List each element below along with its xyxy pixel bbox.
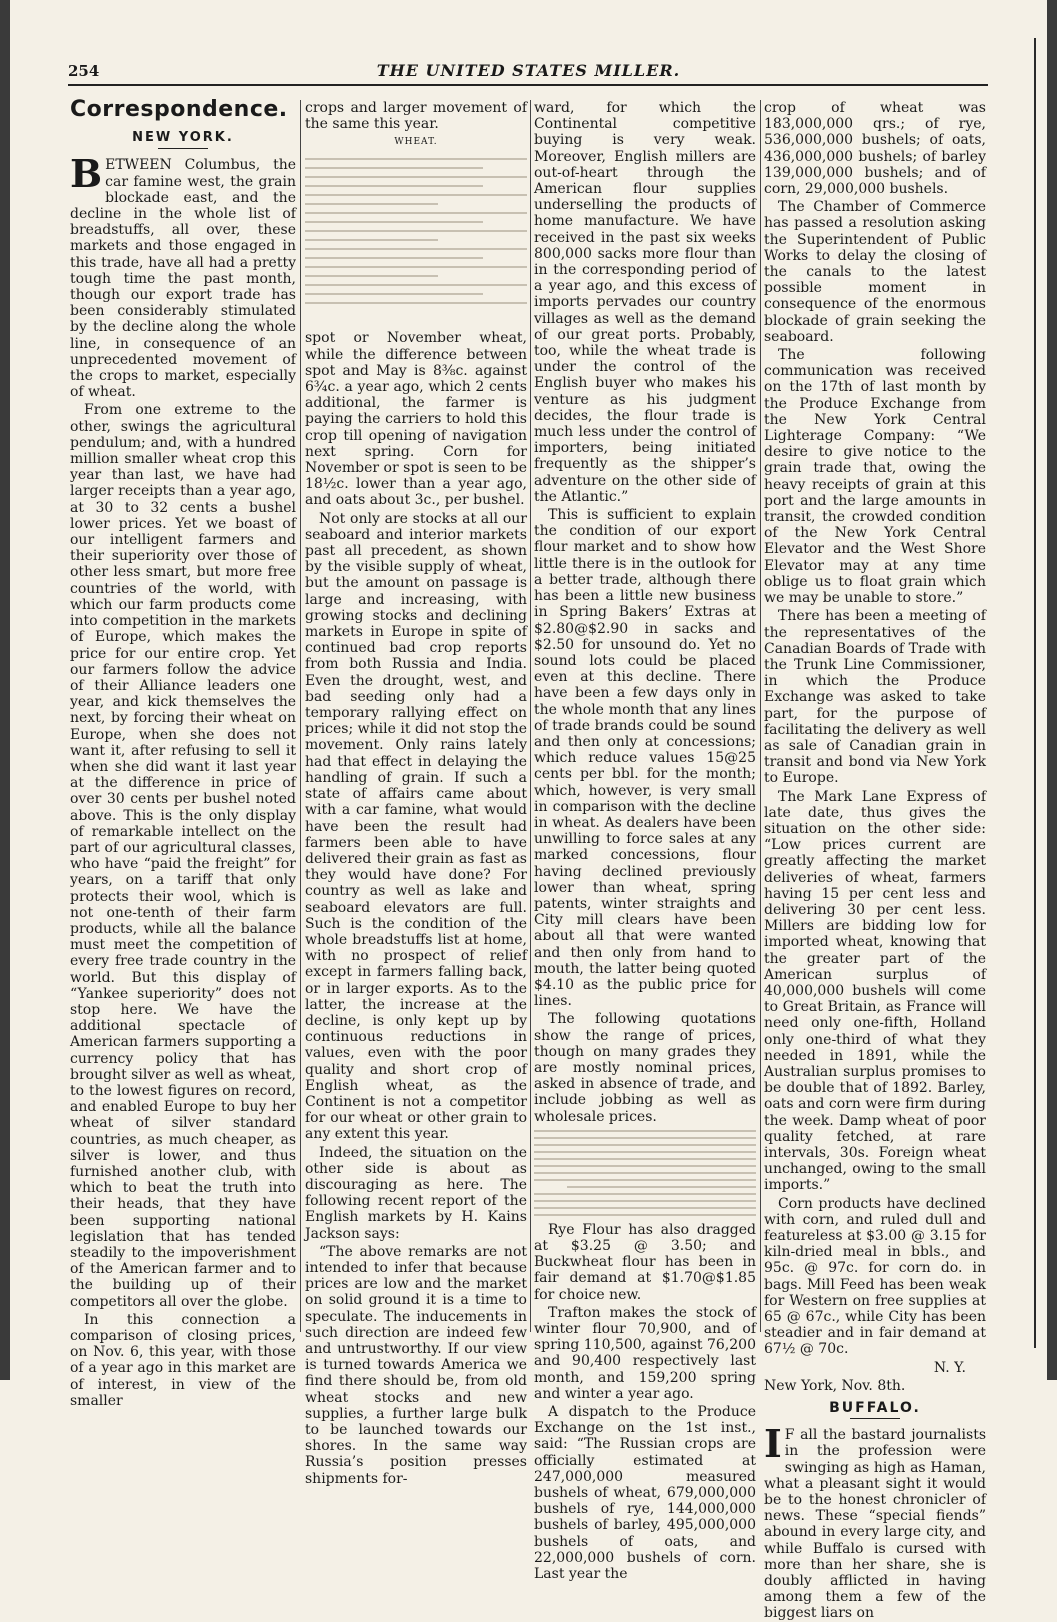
paragraph: In this connection a comparison of closing prices, on Nov. 6, this year, with those of a year ago in this market are of interest, in view of the smaller (70, 1311, 296, 1409)
paragraph: The following communication was received on the 17th of last month by the Produce Exchange from the New York Central Lighterage Company: “We desire to give notice to the grain trade that, owing the heavy receipts of grain at this port and the large amounts in transit, the crowded condition of the New York Central Elevator and the West Shore Elevator may at any time oblige us to float grain which we may be unable to store.” (764, 347, 986, 607)
column-rule (760, 100, 761, 1332)
drop-cap: I (764, 1421, 782, 1467)
paragraph: There has been a meeting of the representatives of the Canadian Boards of Trade with the Trunk Line Commissioner, in which the Produce Exchange was asked to take part, for the purpose of facilitating the delivery as well as sale of Canadian grain in transit and bond via New York to Europe. (764, 608, 986, 787)
paragraph: A dispatch to the Produce Exchange on the 1st inst., said: “The Russian crops are officially estimated at 247,000,000 measured bushels of wheat, 679,000,000 bushels of rye, 144,000,000 bushels of barley, 495,000,000 bushels of oats, and 22,000,000 bushels of corn. Last year the (534, 1404, 756, 1583)
column-4 (764, 100, 986, 1622)
flour-quotation-table (534, 1130, 756, 1216)
masthead-title: THE UNITED STATES MILLER. (376, 61, 681, 80)
column-rule (300, 100, 301, 1332)
page-number: 254 (68, 62, 100, 80)
paragraph: The following quotations show the range of prices, though on many grades they are mostly nominal prices, asked in absence of trade, and include jobbing as well as wholesale prices. (534, 1011, 756, 1125)
paragraph: Corn products have declined with corn, and ruled dull and featureless at $3.00 @ 3.15 for kiln-dried meal in bbls., and 95c. @ 97c. for corn do. in bags. Mill Feed has been weak for Western on free supplies at 65 @ 67c., while City has been steadier and in fair demand at 67½ @ 70c. (764, 1195, 986, 1358)
scan-edge-left (0, 0, 10, 1380)
paragraph: This is sufficient to explain the condition of our export flour market and to show how little there is in the outlook for a better trade, although there has been a little new business in Spring Bakers’ Extras at $2.80@$2.90 in sacks and $2.50 for unsound do. Yet no sound lots could be placed even at this decline. There have been a few days only in the whole month that any lines of trade brands could be sound and then only at concessions; which reduce values 15@25 cents per bbl. for the month; which, however, is very small in comparison with the decline in wheat. As dealers have been unwilling to force sales at any marked concessions, flour having declined previously lower than wheat, spring patents, winter straights and City mill clears have been about all that were wanted and then only from hand to mouth, the latter being quoted $4.10 as the public price for lines. (534, 507, 756, 1010)
paragraph: crop of wheat was 183,000,000 qrs.; of rye, 536,000,000 bushels; of oats, 436,000,000 bushels; of barley 139,000,000 bushels; and of corn, 29,000,000 bushels. (764, 100, 986, 198)
subsection-rule (158, 148, 208, 149)
page-border-rule (1034, 38, 1036, 1348)
table-heading: WHEAT. (394, 137, 438, 148)
paragraph: Rye Flour has also dragged at $3.25 @ 3.50; and Buckwheat flour has been in fair demand at $1.70@$1.85 for choice new. (534, 1221, 756, 1303)
subsection-title: BUFFALO. (829, 1400, 921, 1417)
scan-edge-right (1047, 0, 1057, 1380)
paragraph: Trafton makes the stock of winter flour 70,900, and of spring 110,500, against 76,200 and 90,400 respectively last month, and 159,200 spring and winter a year ago. (534, 1304, 756, 1402)
paragraph: The Chamber of Commerce has passed a resolution asking the Superintendent of Public Works to delay the closing of the canals to the latest possible moment in consequence of the enormous blockade of grain seeking the seaboard. (764, 199, 986, 345)
column-1 (70, 97, 296, 1409)
paragraph: From one extreme to the other, swings the agricultural pendulum; and, with a hundred million smaller wheat crop this year than last, we have had larger receipts than a year ago, at 30 to 32 cents a bushel lower prices. Yet we boast of our intelligent farmers and their superiority over those of other less smart, but more free countries of the world, with which our farm products come into competition in the markets of Europe, which makes the price for our entire crop. Yet our farmers follow the advice of their Alliance leaders one year, and kick themselves the next, by forcing their wheat on Europe, when she does not want it, after refusing to sell it when she did want it last year at the difference in price of over 30 cents per bushel noted above. This is the only display of remarkable intellect on the part of our agricultural classes, who have “paid the freight” for years, on a tariff that only protects their wool, which is not one-tenth of their farm products, while all the balance must meet the competition of every free trade country in the world. But this display of “Yankee superiority” does not stop here. We have the additional spectacle of American farmers supporting a currency policy that has brought silver as well as wheat, to the lowest figures on record, and enabled Europe to buy her wheat of silver standard countries, as much cheaper, as silver is lower, and thus furnished another club, with which to beat the truth into their heads, that they have been supporting national legislation that has tended steadily to the impoverishment of the American farmer and to the building up of their competitors all over the globe. (70, 402, 296, 1310)
column-3 (534, 100, 756, 1583)
paragraph: spot or November wheat, while the difference between spot and May is 8⅜c. against 6¾c. a year ago, which 2 cents additional, the farmer is paying the carriers to hold this crop till opening of navigation next spring. Corn for November or spot is seen to be 18½c. lower than a year ago, and oats about 3c., per bushel. (305, 330, 527, 509)
section-title: Correspondence. (70, 97, 288, 122)
paragraph: BETWEEN Columbus, the car famine west, the grain blockade east, and the decline in the whole list of breadstuffs, all over, these markets and those engaged in this trade, have all had a pretty tough time the past month, though our export trade has been considerably stimulated by the decline along the whole line, in consequence of an unprecedented movement of the crops to market, especially of wheat. (70, 151, 296, 401)
subsection-title: NEW YORK. (132, 130, 234, 146)
subsection-rule (850, 1418, 900, 1419)
paragraph: crops and larger movement of the same this year. (305, 100, 527, 133)
paragraph: Not only are stocks at all our seaboard and interior markets past all precedent, as shown by the visible supply of wheat, but the amount on passage is large and increasing, with growing stocks and declining markets in Europe in spite of continued bad crop reports from both Russia and India. Even the drought, west, and bad seeding only had a temporary rallying effect on prices; while it did not stop the movement. Only rains lately had that effect in delaying the handling of grain. If such a state of affairs came about with a car famine, what would have been the result had farmers been able to have delivered their grain as fast as they would have done? For country as well as lake and seaboard elevators are full. Such is the condition of the whole breadstuffs list at home, with no prospect of relief except in farmers falling back, or in larger exports. As to the latter, the increase at the decline, is only kept up by continuous reductions in values, even with the poor quality and short crop of English wheat, as the Continent is not a competitor for our wheat or other grain to any extent this year. (305, 510, 527, 1143)
paragraph: ward, for which the Continental competitive buying is very weak. Moreover, English millers are out-of-heart through the American flour supplies underselling the products of home manufacture. We have received in the past six weeks 800,000 sacks more flour than in the corresponding period of a year ago, and this excess of imports pervades our country villages as well as the demand of our great ports. Probably, too, while the wheat trade is under the control of the English buyer who makes his venture as his judgment decides, the flour trade is much less under the control of importers, being initiated frequently as the shipper’s adventure on the other side of the Atlantic.” (534, 100, 756, 505)
paragraph: “The above remarks are not intended to infer that because prices are low and the market on solid ground it is a time to speculate. The inducements in such direction are indeed few and untrustworthy. If our view is turned towards America we find there should be, from old wheat stocks and new supplies, a further large bulk to be launched towards our shores. In the same way Russia’s position presses shipments for- (305, 1243, 527, 1487)
column-2 (305, 100, 527, 1487)
masthead-rule (68, 84, 988, 86)
signature: N. Y. (933, 1359, 966, 1376)
column-rule (530, 100, 531, 1332)
grain-price-table (305, 134, 527, 324)
drop-cap: B (70, 151, 103, 197)
paragraph: I F all the bastard journalists in the profession were swinging as high as Haman, what a pleasant sight it would be to the honest chronicler of news. These “special fiends” abound in every large city, and while Buffalo is cursed with more than her share, she is doubly afflicted in having among them a few of the biggest liars on (764, 1421, 986, 1622)
paragraph: The Mark Lane Express of late date, thus gives the situation on the other side: “Low prices current are greatly affecting the market deliveries of wheat, farmers having 15 per cent less and delivering 30 per cent less. Millers are bidding low for imported wheat, knowing that the greater part of the American surplus of 40,000,000 bushels will come to Great Britain, as France will need only one-fifth, Holland only one-third of what they needed in 1891, while the Australian surplus promises to be double that of 1892. Barley, oats and corn were firm during the week. Damp wheat of poor quality fetched, at rare intervals, 30s. Foreign wheat unchanged, owing to the small imports.” (764, 788, 986, 1194)
paragraph: Indeed, the situation on the other side is about as discouraging as here. The following recent report of the English markets by H. Kains Jackson says: (305, 1144, 527, 1242)
dateline: New York, Nov. 8th. (764, 1377, 906, 1394)
